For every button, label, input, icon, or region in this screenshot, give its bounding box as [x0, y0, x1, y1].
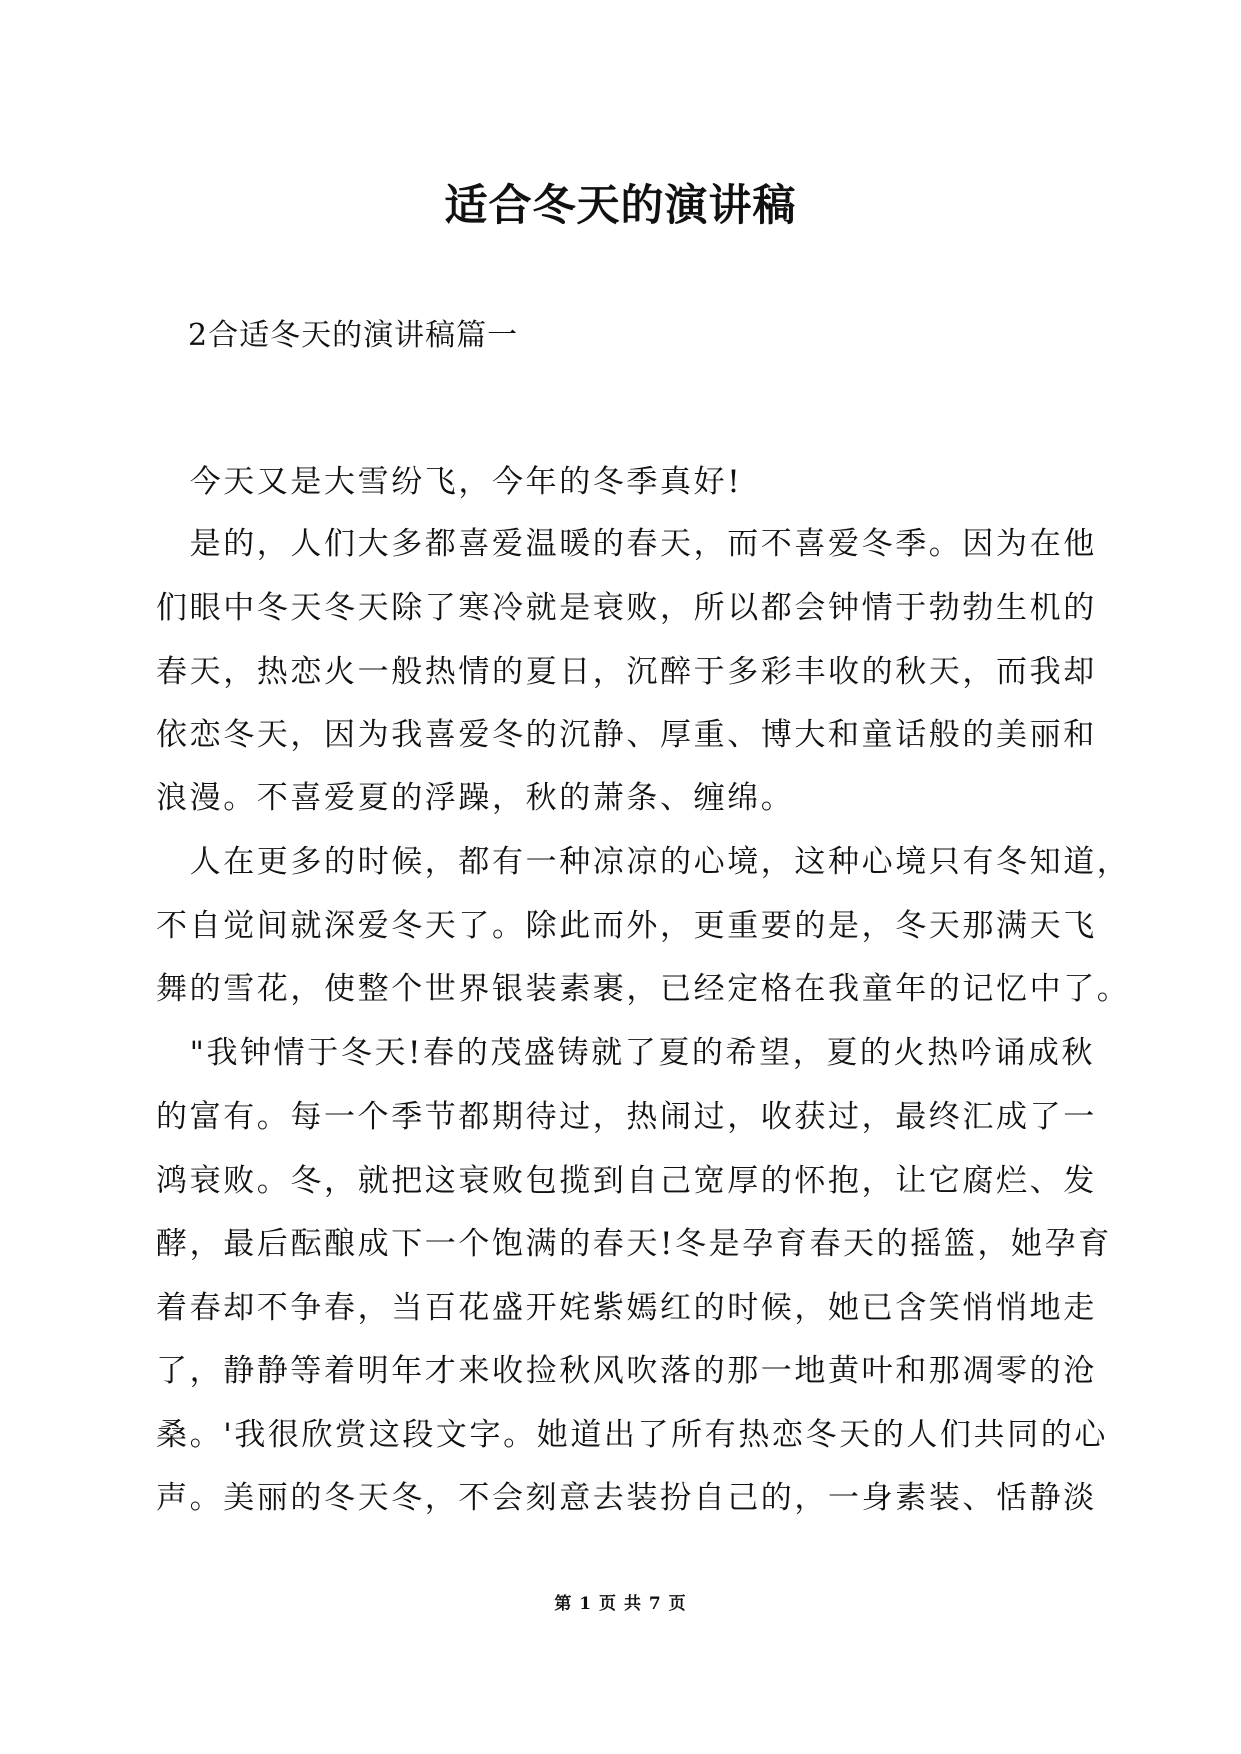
body-line: 声。美丽的冬天冬，不会刻意去装扮自己的，一身素装、恬静淡 [156, 1480, 1097, 1516]
body-line: 着春却不争春，当百花盛开姹紫嫣红的时候，她已含笑悄悄地走 [156, 1290, 1097, 1326]
body-line: 桑。'我很欣赏这段文字。她道出了所有热恋冬天的人们共同的心 [156, 1417, 1108, 1453]
section-heading: 2合适冬天的演讲稿篇一 [188, 318, 519, 353]
document-title: 适合冬天的演讲稿 [444, 181, 797, 231]
page-number: 第 1 页 共 7 页 [554, 1594, 687, 1614]
body-line: 依恋冬天，因为我喜爱冬的沉静、厚重、博大和童话般的美丽和 [156, 717, 1097, 753]
body-line: 鸿衰败。冬，就把这衰败包揽到自己宽厚的怀抱，让它腐烂、发 [156, 1163, 1097, 1199]
body-line: 了，静静等着明年才来收捡秋风吹落的那一地黄叶和那凋零的沧 [156, 1353, 1097, 1389]
body-line: 是的，人们大多都喜爱温暖的春天，而不喜爱冬季。因为在他 [156, 526, 1097, 562]
body-line: 的富有。每一个季节都期待过，热闹过，收获过，最终汇成了一 [156, 1099, 1097, 1135]
body-line: 浪漫。不喜爱夏的浮躁，秋的萧条、缠绵。 [156, 780, 795, 816]
body-line: 们眼中冬天冬天除了寒冷就是衰败，所以都会钟情于勃勃生机的 [156, 590, 1097, 626]
body-line: 春天，热恋火一般热情的夏日，沉醉于多彩丰收的秋天，而我却 [156, 654, 1097, 690]
body-line: "我钟情于冬天!春的茂盛铸就了夏的希望，夏的火热吟诵成秋 [156, 1035, 1096, 1071]
body-line: 不自觉间就深爱冬天了。除此而外，更重要的是，冬天那满天飞 [156, 908, 1097, 944]
body-line: 酵，最后酝酿成下一个饱满的春天!冬是孕育春天的摇篮，她孕育 [156, 1226, 1112, 1262]
body-line: 人在更多的时候，都有一种凉凉的心境，这种心境只有冬知道， [156, 844, 1131, 880]
body-line: 舞的雪花，使整个世界银装素裹，已经定格在我童年的记忆中了。 [156, 971, 1131, 1007]
body-line: 今天又是大雪纷飞，今年的冬季真好! [156, 464, 743, 500]
